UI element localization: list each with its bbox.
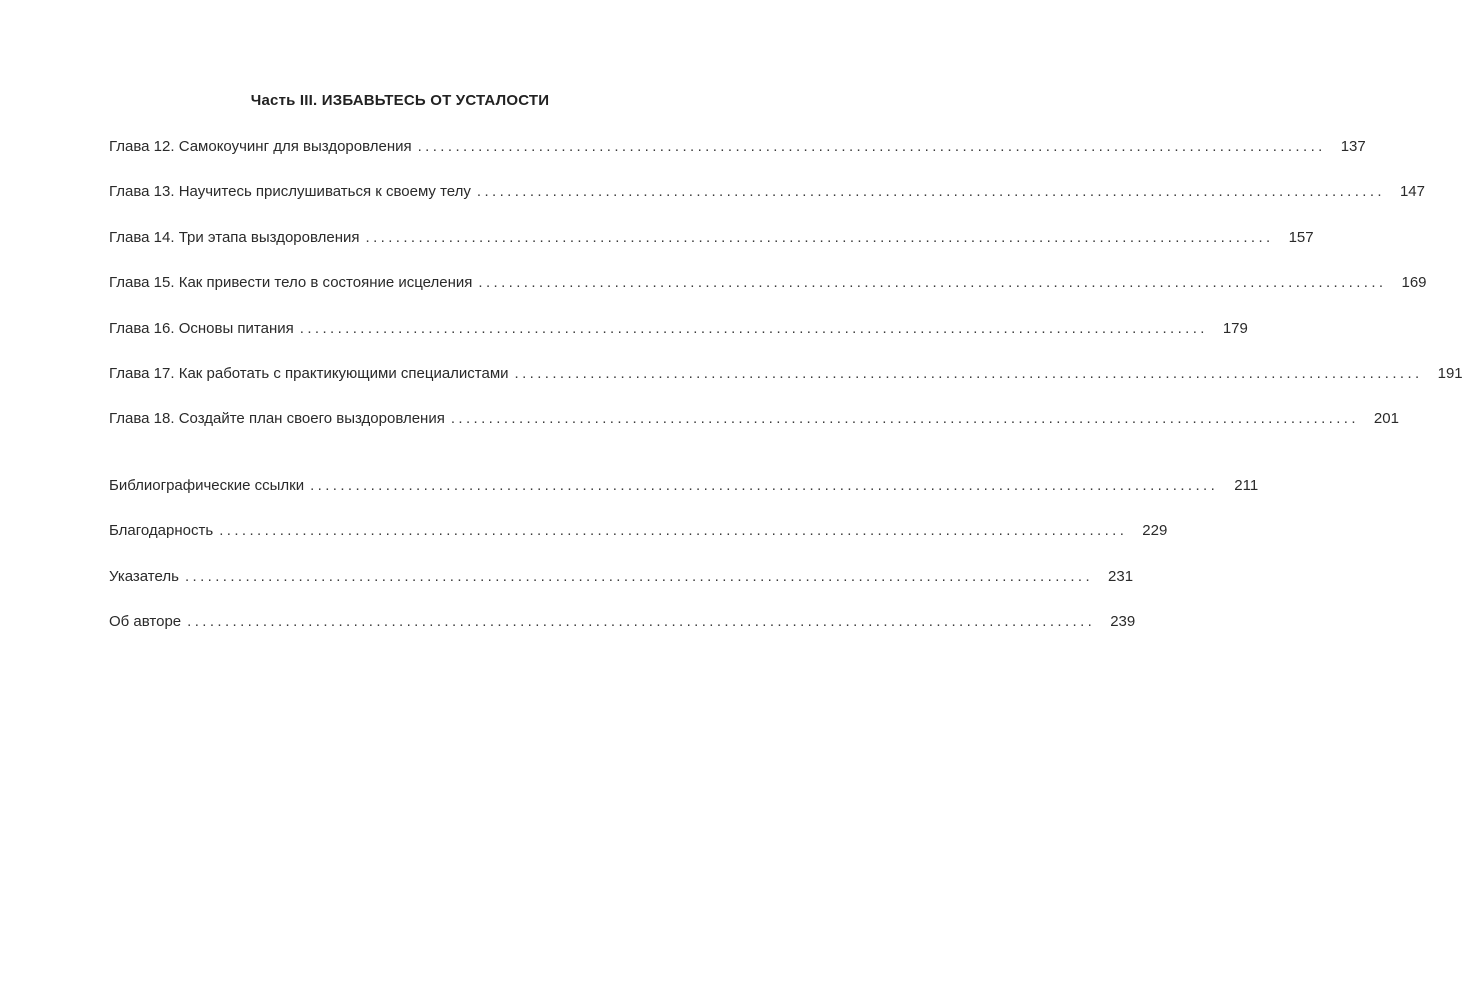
- toc-entry-chapter-14[interactable]: [109, 228, 1314, 273]
- toc-entry-chapter-15[interactable]: [109, 273, 1427, 318]
- entry-title: Глава 12. Самокоучинг для выздоровления: [109, 138, 412, 155]
- dot-leader: ........................................................................................................................: [310, 477, 1219, 494]
- toc-entry-chapter-18[interactable]: [109, 409, 1399, 454]
- dot-leader: ........................................................................................................................: [187, 613, 1096, 631]
- entry-title: Библиографические ссылки: [109, 477, 305, 494]
- page-number: 169: [1401, 274, 1427, 292]
- back-matter-list: [109, 476, 1259, 658]
- toc-entry-chapter-16[interactable]: [109, 319, 1248, 364]
- entry-title: Глава 15. Как привести тело в состояние исцеления: [109, 274, 473, 292]
- page-number: 137: [1340, 138, 1366, 155]
- chapter-list: [109, 137, 1463, 455]
- entry-title: Глава 16. Основы питания: [109, 319, 294, 337]
- dot-leader: ........................................................................................................................: [184, 567, 1094, 585]
- page-number: 229: [1142, 522, 1168, 540]
- entry-title: Глава 18. Создайте план своего выздоровления: [109, 410, 445, 428]
- page-number: 179: [1222, 319, 1248, 337]
- entry-title: Глава 14. Три этапа выздоровления: [109, 228, 360, 246]
- page-number: 231: [1108, 567, 1134, 585]
- entry-title: Об авторе: [109, 613, 182, 631]
- dot-leader: ........................................................................................................................: [478, 274, 1387, 292]
- dot-leader: ........................................................................................................................: [417, 138, 1326, 155]
- toc-entry-about-author[interactable]: [109, 612, 1136, 657]
- dot-leader: ........................................................................................................................: [450, 410, 1359, 428]
- toc-entry-chapter-17[interactable]: [109, 364, 1463, 409]
- page-number: 147: [1399, 183, 1425, 201]
- page-number: 201: [1373, 410, 1399, 428]
- page-number: 211: [1234, 477, 1259, 494]
- dot-leader: ........................................................................................................................: [365, 228, 1274, 246]
- toc-entry-chapter-12[interactable]: [109, 137, 1366, 182]
- entry-title: Указатель: [109, 567, 179, 585]
- page-number: 191: [1437, 364, 1463, 382]
- page-number: 157: [1288, 228, 1314, 246]
- entry-title: Глава 13. Научитесь прислушиваться к своему телу: [109, 183, 471, 201]
- toc-entry-acknowledgements[interactable]: [109, 521, 1168, 566]
- entry-title: Глава 17. Как работать с практикующими специалистами: [109, 364, 509, 382]
- toc-entry-chapter-13[interactable]: [109, 182, 1425, 227]
- entry-title: Благодарность: [109, 522, 214, 540]
- toc-entry-bibliography[interactable]: [109, 476, 1259, 521]
- part-title: Часть III. ИЗБАВЬТЕСЬ ОТ УСТАЛОСТИ: [250, 92, 550, 109]
- dot-leader: ........................................................................................................................: [514, 364, 1423, 382]
- page-number: 239: [1110, 613, 1136, 631]
- dot-leader: ........................................................................................................................: [299, 319, 1208, 337]
- toc-entry-index[interactable]: [109, 567, 1134, 612]
- dot-leader: ........................................................................................................................: [476, 183, 1385, 201]
- dot-leader: ........................................................................................................................: [219, 522, 1128, 540]
